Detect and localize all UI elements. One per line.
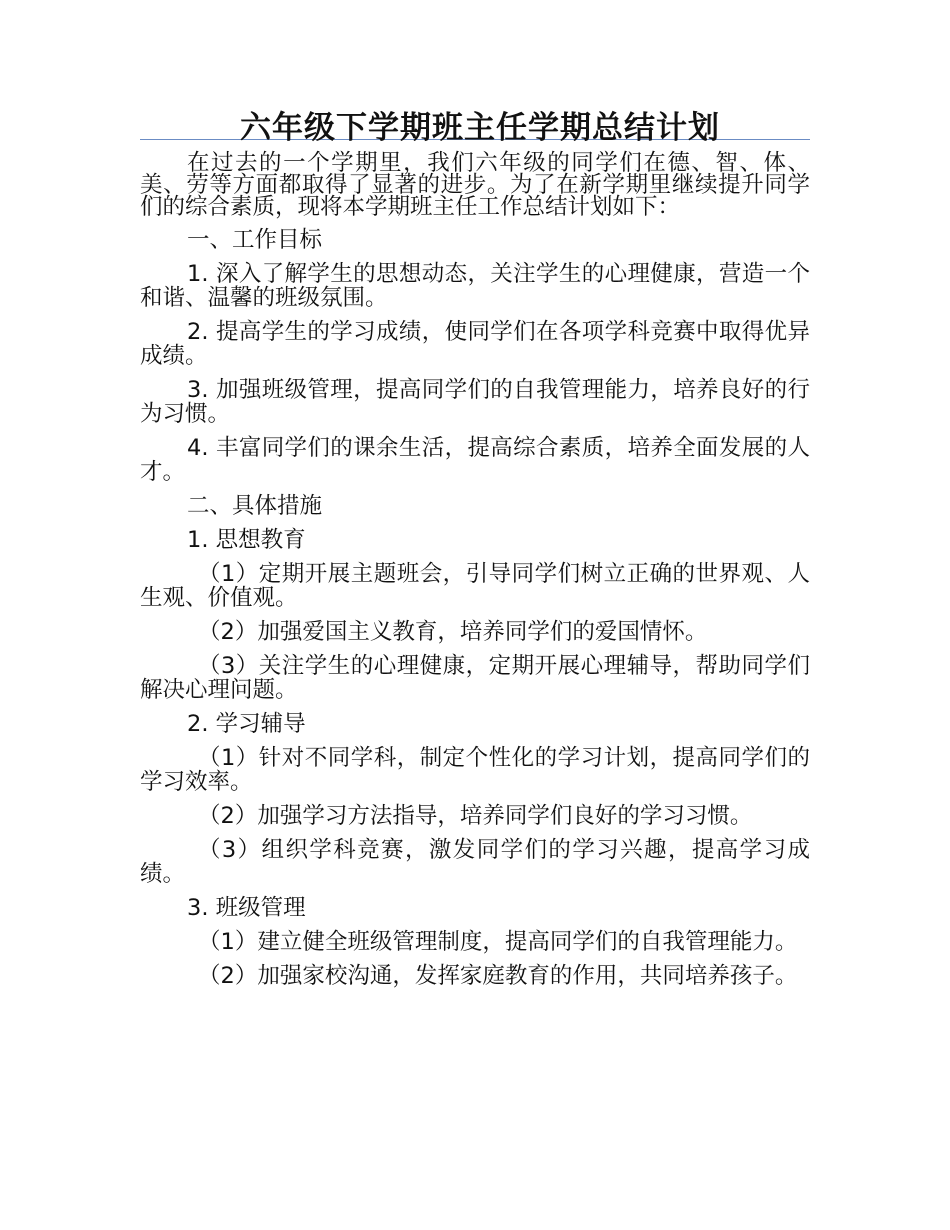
measure-item: （3）关注学生的心理健康，定期开展心理辅导，帮助同学们解决心理问题。	[140, 653, 810, 703]
goal-item: 3. 加强班级管理，提高同学们的自我管理能力，培养良好的行为习惯。	[140, 377, 810, 427]
document-title-text: 六年级下学期班主任学期总结计划	[240, 110, 720, 146]
measure-item: （1）针对不同学科，制定个性化的学习计划，提高同学们的学习效率。	[140, 745, 810, 795]
subsection-heading-ideology: 1. 思想教育	[187, 527, 306, 553]
measure-item: （1）建立健全班级管理制度，提高同学们的自我管理能力。	[198, 929, 798, 955]
goal-item: 1. 深入了解学生的思想动态，关注学生的心理健康，营造一个和谐、温馨的班级氛围。	[140, 261, 810, 311]
document-body	[140, 152, 810, 998]
goal-item: 2. 提高学生的学习成绩，使同学们在各项学科竞赛中取得优异成绩。	[140, 319, 810, 369]
measure-item: （2）加强家校沟通，发挥家庭教育的作用，共同培养孩子。	[198, 963, 798, 989]
section-heading-goals: 一、工作目标	[187, 227, 323, 253]
measure-item: （3）组织学科竞赛，激发同学们的学习兴趣，提高学习成绩。	[140, 837, 810, 887]
subsection-heading-management: 3. 班级管理	[187, 895, 306, 921]
subsection-heading-study: 2. 学习辅导	[187, 711, 306, 737]
section-heading-measures: 二、具体措施	[187, 493, 323, 519]
goal-item: 4. 丰富同学们的课余生活，提高综合素质，培养全面发展的人才。	[140, 435, 810, 485]
measure-item: （2）加强学习方法指导，培养同学们良好的学习习惯。	[198, 803, 753, 829]
measure-item: （1）定期开展主题班会，引导同学们树立正确的世界观、人生观、价值观。	[140, 561, 810, 611]
measure-item: （2）加强爱国主义教育，培养同学们的爱国情怀。	[198, 619, 708, 645]
intro-paragraph: 在过去的一个学期里，我们六年级的同学们在德、智、体、美、劳等方面都取得了显著的进步。为了在新学期里继续提升同学们的综合素质，现将本学期班主任工作总结计划如下：	[140, 150, 810, 220]
document-title	[140, 100, 810, 146]
